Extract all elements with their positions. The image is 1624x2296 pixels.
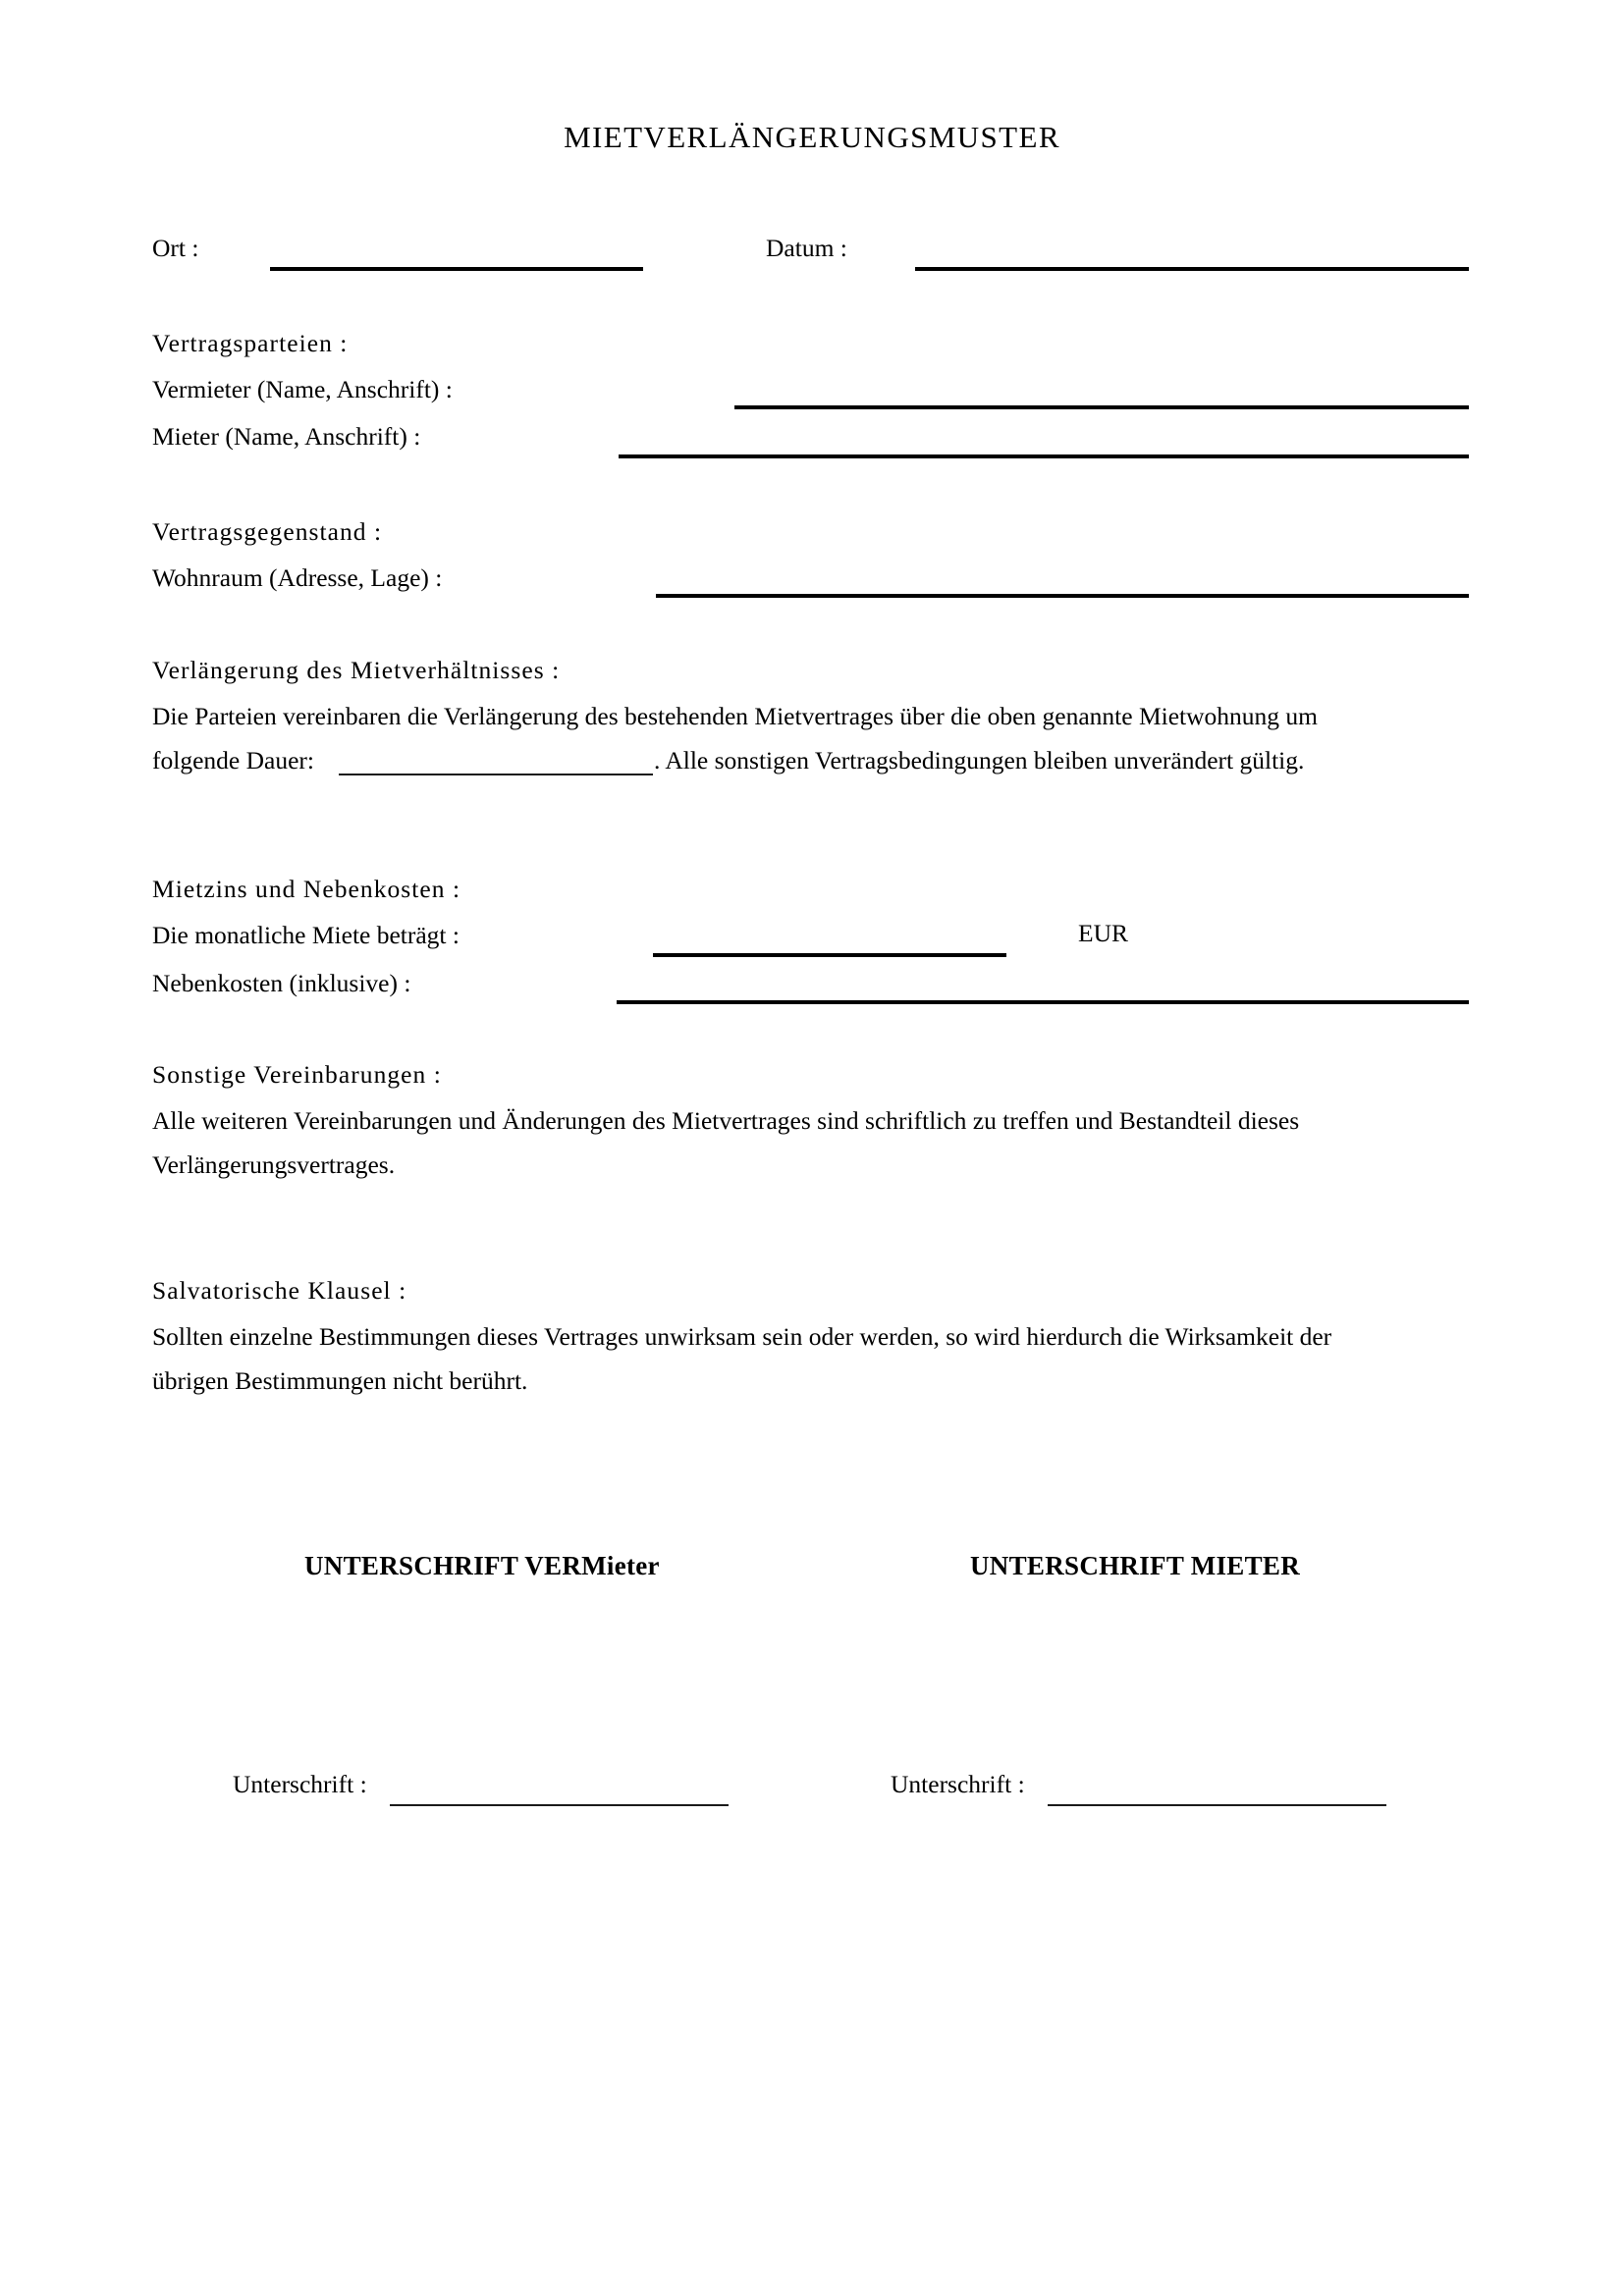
extension-paragraph-line-1: Die Parteien vereinbaren die Verlängerung des bestehenden Mietvertrages über die oben genannte Mietwohnung um: [152, 702, 1318, 730]
dwelling-input-rule[interactable]: [656, 594, 1469, 598]
severability-paragraph-line-2: übrigen Bestimmungen nicht berührt.: [152, 1366, 528, 1395]
extension-duration-input-blank[interactable]: [339, 774, 653, 775]
dwelling-label: Wohnraum (Adresse, Lage) :: [152, 563, 443, 592]
currency-label: EUR: [1078, 919, 1128, 947]
monthly-rent-input-rule[interactable]: [653, 953, 1006, 957]
landlord-signature-input-blank[interactable]: [390, 1804, 729, 1806]
other-agreements-paragraph-line-2: Verlängerungsvertrages.: [152, 1150, 396, 1179]
parties-heading: Vertragsparteien :: [152, 329, 349, 357]
extension-duration-suffix: . Alle sonstigen Vertragsbedingungen bleiben unverändert gültig.: [654, 746, 1305, 774]
severability-heading: Salvatorische Klausel :: [152, 1276, 407, 1305]
extra-costs-label: Nebenkosten (inklusive) :: [152, 969, 411, 997]
landlord-signature-label: Unterschrift :: [233, 1770, 367, 1798]
date-input-rule[interactable]: [915, 267, 1469, 271]
other-agreements-heading: Sonstige Vereinbarungen :: [152, 1060, 442, 1089]
date-label: Datum :: [766, 234, 847, 262]
tenant-input-rule[interactable]: [619, 454, 1469, 458]
extension-heading: Verlängerung des Mietverhältnisses :: [152, 656, 561, 684]
tenant-label: Mieter (Name, Anschrift) :: [152, 422, 421, 451]
monthly-rent-label: Die monatliche Miete beträgt :: [152, 921, 460, 949]
other-agreements-paragraph-line-1: Alle weiteren Vereinbarungen und Änderungen des Mietvertrages sind schriftlich zu treffen und Bestandteil dieses: [152, 1106, 1300, 1135]
subject-heading: Vertragsgegenstand :: [152, 517, 383, 546]
tenant-signature-heading: UNTERSCHRIFT MIETER: [970, 1551, 1301, 1580]
place-label: Ort :: [152, 234, 199, 262]
severability-paragraph-line-1: Sollten einzelne Bestimmungen dieses Vertrages unwirksam sein oder werden, so wird hierdurch die Wirksamkeit der: [152, 1322, 1332, 1351]
landlord-signature-heading: UNTERSCHRIFT VERMieter: [304, 1551, 660, 1580]
extension-duration-prefix: folgende Dauer:: [152, 746, 314, 774]
extra-costs-input-rule[interactable]: [617, 1000, 1469, 1004]
tenant-signature-label: Unterschrift :: [891, 1770, 1025, 1798]
tenant-signature-input-blank[interactable]: [1048, 1804, 1386, 1806]
page-title: MIETVERLÄNGERUNGSMUSTER: [564, 120, 1060, 154]
place-input-rule[interactable]: [270, 267, 643, 271]
landlord-label: Vermieter (Name, Anschrift) :: [152, 375, 453, 403]
landlord-input-rule[interactable]: [734, 405, 1469, 409]
rent-heading: Mietzins und Nebenkosten :: [152, 875, 461, 903]
